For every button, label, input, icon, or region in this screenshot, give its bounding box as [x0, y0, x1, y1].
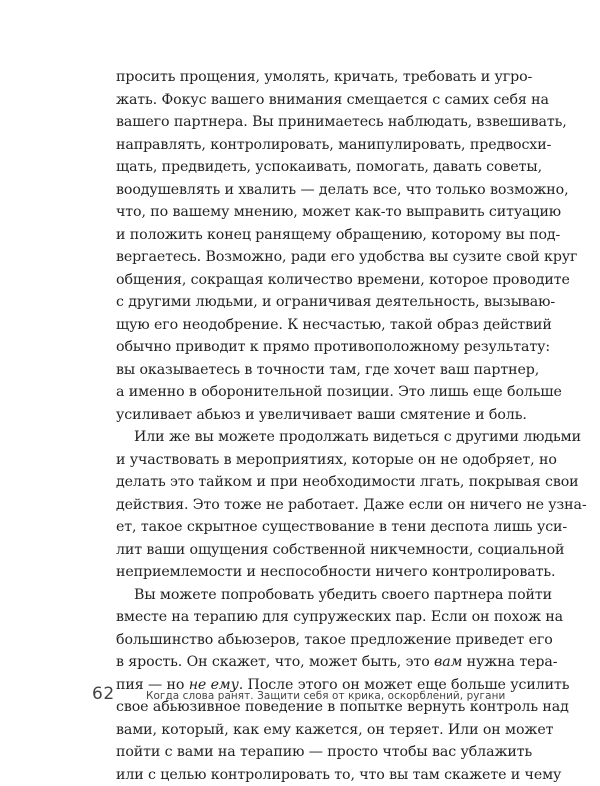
- text-line: неприемлемости и неспособности ничего контролировать.: [116, 561, 486, 584]
- body-text: [116, 66, 486, 786]
- text-line: жать. Фокус вашего внимания смещается с самих себя на: [116, 89, 486, 112]
- text-line: усиливает абьюз и увеличивает ваши смятение и боль.: [116, 404, 486, 427]
- page-number: 62: [92, 684, 115, 704]
- text-line: лит ваши ощущения собственной никчемности, социальной: [116, 539, 486, 562]
- text-line: Вы можете попробовать убедить своего партнера пойти: [116, 584, 486, 607]
- emphasized-word: вам: [434, 654, 462, 670]
- text-line: что, по вашему мнению, может как-то выправить ситуацию: [116, 201, 486, 224]
- text-line: с другими людьми, и ограничивая деятельность, вызываю-: [116, 291, 486, 314]
- text-line: щать, предвидеть, успокаивать, помогать, давать советы,: [116, 156, 486, 179]
- text-line: и положить конец ранящему обращению, которому вы под-: [116, 224, 486, 247]
- text-line: или с целью контролировать то, что вы там скажете и чему: [116, 764, 486, 786]
- text-line: в ярость. Он скажет, что, может быть, это вам нужна тера-: [116, 651, 486, 674]
- text-line: большинство абьюзеров, такое предложение приведет его: [116, 629, 486, 652]
- text-line: вашего партнера. Вы принимаетесь наблюдать, взвешивать,: [116, 111, 486, 134]
- text-line: пия — но не ему. После этого он может еще больше усилить: [116, 674, 486, 697]
- paragraph-1: [116, 66, 486, 426]
- text-line: действия. Это тоже не работает. Даже если он ничего не узна-: [116, 494, 486, 517]
- text-line: направлять, контролировать, манипулировать, предвосхи-: [116, 134, 486, 157]
- text-line: просить прощения, умолять, кричать, требовать и угро-: [116, 66, 486, 89]
- text-line: ет, такое скрытное существование в тени деспота лишь уси-: [116, 516, 486, 539]
- text-line: вергаетесь. Возможно, ради его удобства вы сузите свой круг: [116, 246, 486, 269]
- text-line: общения, сокращая количество времени, которое проводите: [116, 269, 486, 292]
- page-footer: [92, 680, 512, 710]
- paragraph-2: [116, 426, 486, 584]
- text-line: а именно в оборонительной позиции. Это лишь еще больше: [116, 381, 486, 404]
- running-title: Когда слова ранят. Защити себя от крика, оскорблений, ругани: [146, 690, 505, 702]
- text-line: вы оказываетесь в точности там, где хочет ваш партнер,: [116, 359, 486, 382]
- text-line: делать это тайком и при необходимости лгать, покрывая свои: [116, 471, 486, 494]
- text-line: вами, который, как ему кажется, он теряет. Или он может: [116, 719, 486, 742]
- text-line: пойти с вами на терапию — просто чтобы вас ублажить: [116, 741, 486, 764]
- text-line: Или же вы можете продолжать видеться с другими людьми: [116, 426, 486, 449]
- text-line: обычно приводит к прямо противоположному результату:: [116, 336, 486, 359]
- text-line: воодушевлять и хвалить — делать все, что только возможно,: [116, 179, 486, 202]
- text-line: и участвовать в мероприятиях, которые он не одобряет, но: [116, 449, 486, 472]
- text-line: щую его неодобрение. К несчастью, такой образ действий: [116, 314, 486, 337]
- text-line: свое абьюзивное поведение в попытке вернуть контроль над: [116, 696, 486, 719]
- emphasized-word: не ему: [189, 677, 239, 693]
- text-line: вместе на терапию для супружеских пар. Если он похож на: [116, 606, 486, 629]
